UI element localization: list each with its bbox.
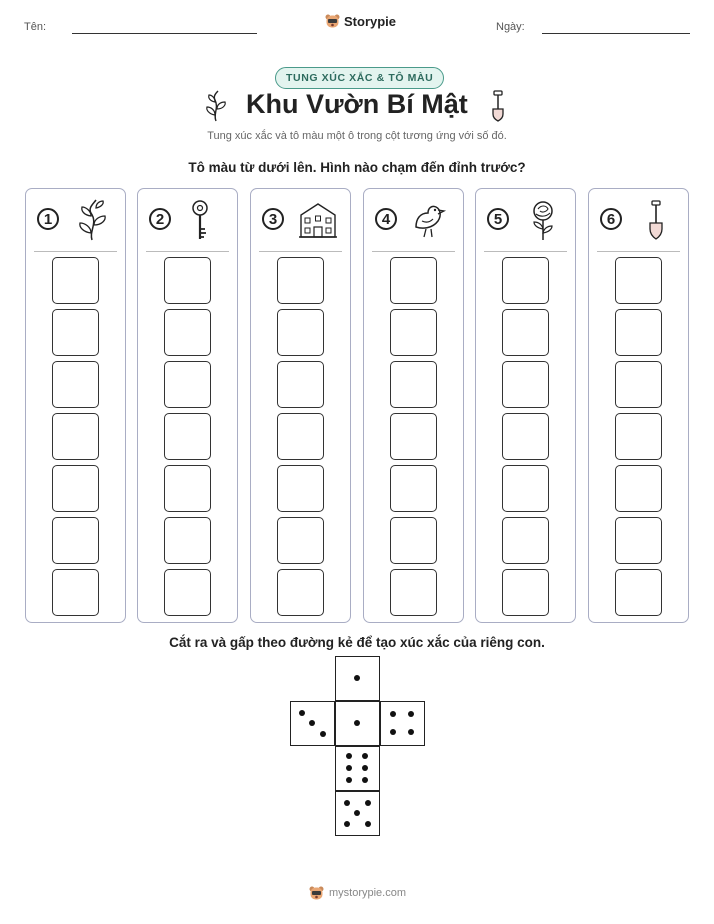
dice-pip (365, 800, 371, 806)
column-number: 2 (149, 208, 171, 230)
dice-pip (362, 777, 368, 783)
subtitle: Tung xúc xắc và tô màu một ô trong cột tương ứng với số đó. (207, 130, 507, 142)
dice-pip (344, 821, 350, 827)
dice-pip (354, 810, 360, 816)
column-number: 1 (37, 208, 59, 230)
dice-pip (408, 711, 414, 717)
dice-face-3 (290, 701, 335, 746)
page-title: Khu Vườn Bí Mật (246, 89, 468, 119)
dice-pip (346, 765, 352, 771)
dice-pip (344, 800, 350, 806)
bear-mascot-icon (309, 885, 324, 901)
dice-pip (309, 720, 315, 726)
dice-pip (346, 777, 352, 783)
date-label: Ngày: (496, 21, 525, 33)
activity-badge: TUNG XÚC XẮC & TÔ MÀU (275, 67, 444, 89)
brand-name: Storypie (344, 13, 397, 29)
dice-pip (354, 675, 360, 681)
dice-face-1 (335, 701, 380, 746)
dice-pip (346, 753, 352, 759)
dice-pip (354, 720, 360, 726)
dice-face-5 (335, 791, 380, 836)
name-label: Tên: (24, 21, 47, 33)
dice-pip (362, 753, 368, 759)
dice-pip (299, 710, 305, 716)
dice-pip (365, 821, 371, 827)
footer (309, 885, 406, 901)
dice-pip (390, 711, 396, 717)
dice-pip (362, 765, 368, 771)
dice-pip (408, 729, 414, 735)
column-number: 3 (262, 208, 284, 230)
instruction-top: Tô màu từ dưới lên. Hình nào chạm đến đỉnh trước? (188, 160, 526, 175)
dice-pip (390, 729, 396, 735)
dice-face-1 (335, 656, 380, 701)
column-number: 4 (375, 208, 397, 230)
dice-pip (320, 731, 326, 737)
column-number: 6 (600, 208, 622, 230)
column-number: 5 (487, 208, 509, 230)
instruction-bottom: Cắt ra và gấp theo đường kẻ để tạo xúc xắc của riêng con. (169, 635, 545, 650)
dice-face-6 (335, 746, 380, 791)
footer-url[interactable]: mystorypie.com (329, 887, 407, 899)
dice-face-4 (380, 701, 425, 746)
